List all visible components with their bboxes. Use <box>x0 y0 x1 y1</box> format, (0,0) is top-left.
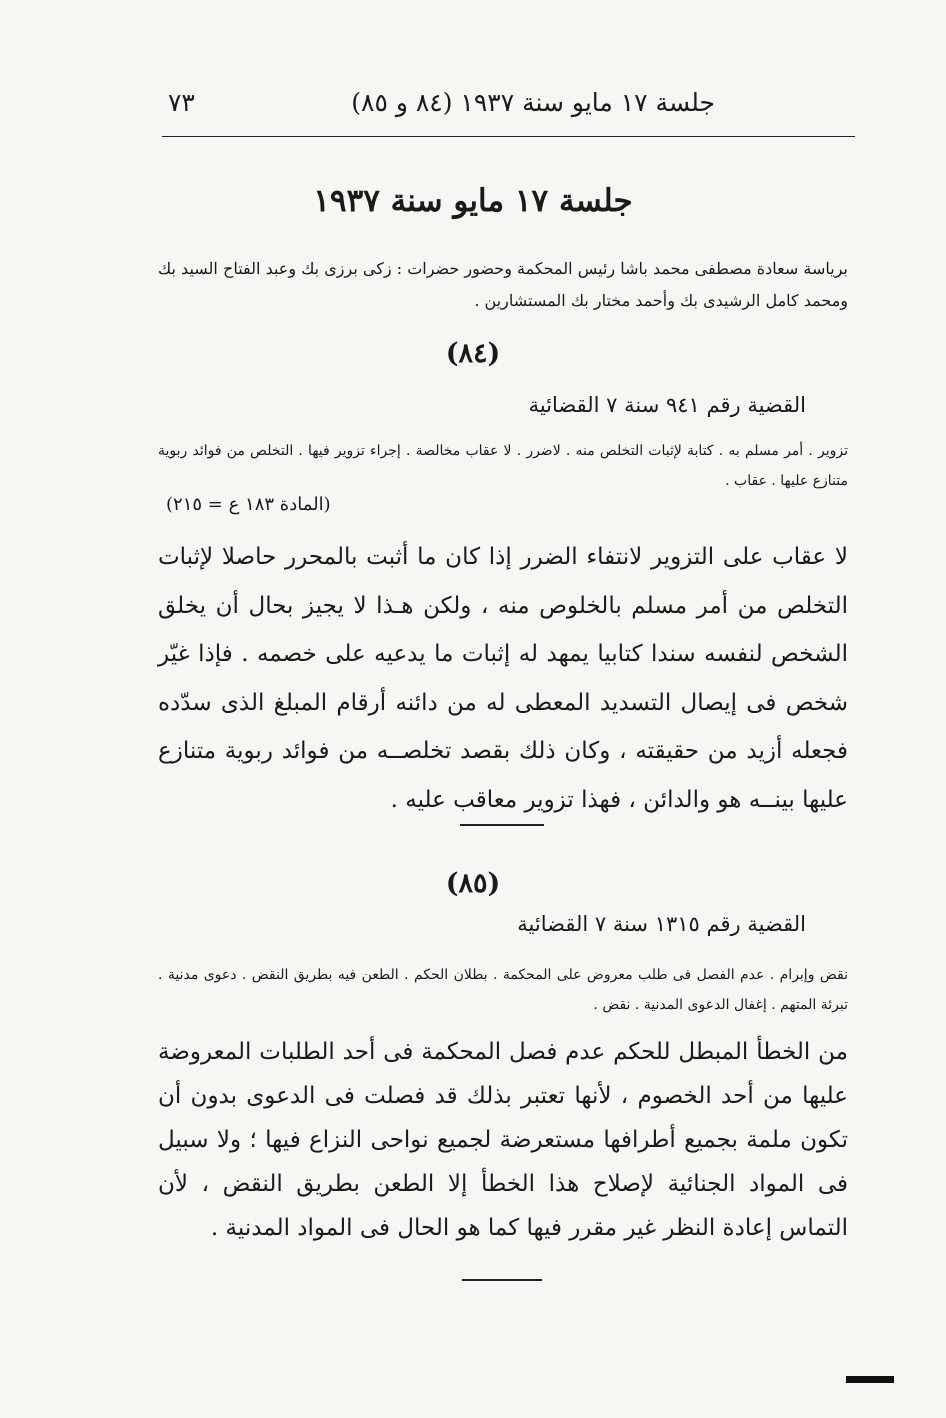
case-keywords-85: نقض وإبرام . عدم الفصل فى طلب معروض على المحكمة . بطلان الحكم . الطعن فيه بطريق النقض . دعوى مدنية . تبرئة المتهم . إغفال الدعوى المدنية . نقض . <box>158 967 848 1013</box>
article-reference-84: (المادة ١٨٣ ع = ٢١٥) <box>166 494 331 515</box>
end-divider <box>462 1279 542 1281</box>
session-title: جلسة ١٧ مايو سنة ١٩٣٧ <box>313 183 633 219</box>
header-rule <box>162 136 855 137</box>
running-title: جلسة ١٧ مايو سنة ١٩٣٧ (٨٤ و ٨٥) <box>351 88 715 117</box>
page-number: ٧٣ <box>168 88 195 117</box>
case-keywords-84: تزوير . أمر مسلم به . كتابة لإثبات التخلص منه . لاضرر . لا عقاب مخالصة . إجراء تزوير فيها . التخلص من فوائد ربوية متنازع عليها . عقاب . <box>158 443 848 489</box>
case-reference-85: القضية رقم ١٣١٥ سنة ٧ القضائية <box>517 912 806 936</box>
case-principle-84: لا عقاب على التزوير لانتفاء الضرر إذا كان ما أثبت بالمحرر حاصلا لإثبات التخلص من أمر مسلم بالخلوص منه ، ولكن هـذا لا يجيز بحال أن يخلق الشخص لنفسه سندا كتابيا يمهد له إثبات ما يدعيه على خصمه . فإذا غيّر شخص فى إيصال التسديد المعطى له من دائنه أرقام المبلغ الذى سدّده فجعله أزيد من حقيقته ، وكان ذلك بقصد تخلصــه من فوائد ربوية متنازع عليها بينــه هو والدائن ، فهذا تزوير معاقب عليه . <box>158 544 848 813</box>
section-divider <box>460 824 544 826</box>
case-number-85: (٨٥) <box>445 868 501 899</box>
case-number-84: (٨٤) <box>445 338 501 369</box>
presidency-text: برياسة سعادة مصطفى محمد باشا رئيس المحكمة وحضور حضرات : زكى برزى بك وعبد الفتاح السيد بك ومحمد كامل الرشيدى بك وأحمد مختار بك المستشارين . <box>158 259 848 310</box>
running-header <box>162 84 855 124</box>
case-reference-84: القضية رقم ٩٤١ سنة ٧ القضائية <box>528 393 806 417</box>
scan-mark <box>846 1376 894 1383</box>
case-principle-85: من الخطأ المبطل للحكم عدم فصل المحكمة فى أحد الطلبات المعروضة عليها من أحد الخصوم ، لأنها تعتبر بذلك قد فصلت فى الدعوى بدون أن تكون ملمة بجميع أطرافها مستعرضة لجميع نواحى النزاع فيها ؛ ولا سبيل فى المواد الجنائية لإصلاح هذا الخطأ إلا الطعن بطريق النقض ، لأن التماس إعادة النظر غير مقرر فيها كما هو الحال فى المواد المدنية . <box>158 1039 848 1241</box>
